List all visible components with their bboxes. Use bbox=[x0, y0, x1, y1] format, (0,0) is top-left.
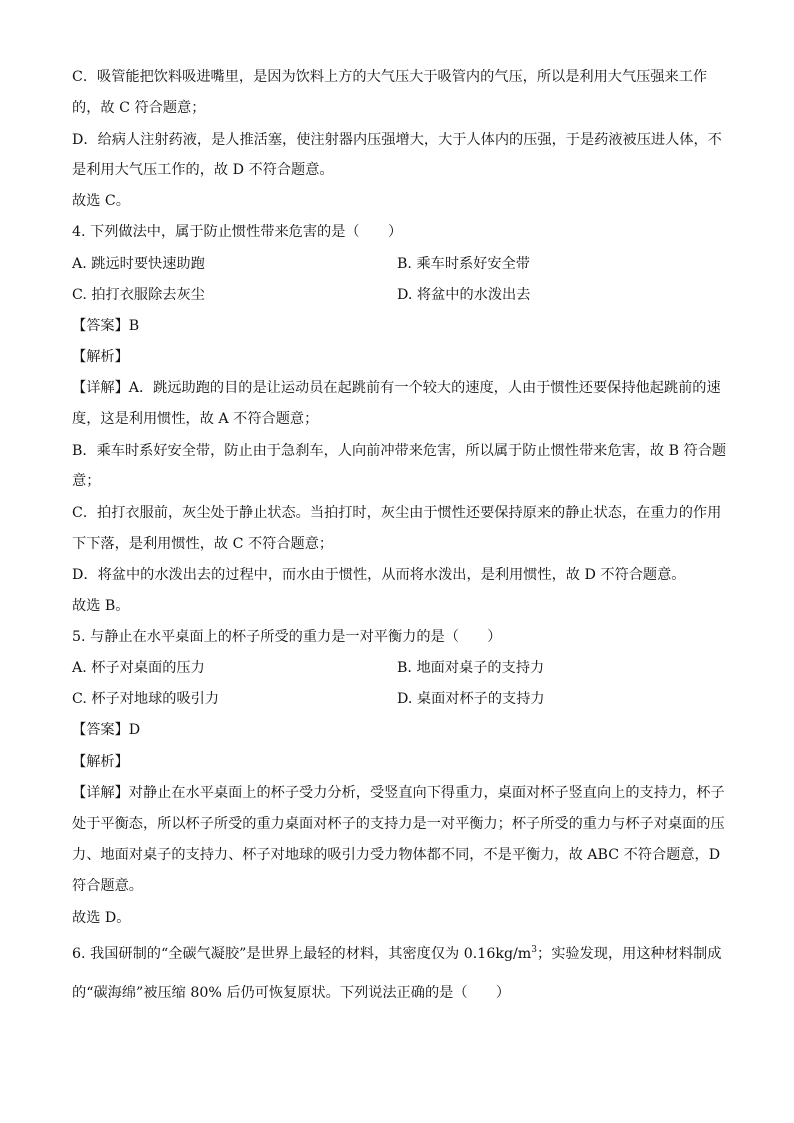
q6-unit-exponent: 3 bbox=[531, 945, 537, 955]
q4-detail-line5: C．拍打衣服前，灰尘处于静止状态。当拍打时，灰尘由于惯性还要保持原来的静止状态，在重力的作用 bbox=[72, 505, 722, 521]
q5-option-b: B. 地面对桌子的支持力 bbox=[397, 660, 545, 676]
q4-option-d: D. 将盆中的水泼出去 bbox=[397, 287, 531, 303]
q5-detail-line4: 符合题意。 bbox=[72, 878, 143, 894]
q5-answer: 【答案】D bbox=[72, 722, 141, 738]
q5-option-a: A. 杯子对桌面的压力 bbox=[72, 660, 205, 676]
q4-option-a: A. 跳远时要快速助跑 bbox=[72, 256, 205, 272]
q5-detail-line3: 力、地面对桌子的支持力、杯子对地球的吸引力受力物体都不同，不是平衡力，故 ABC 不符合题意，D bbox=[72, 847, 721, 863]
q4-detail-line1: 【详解】A．跳远助跑的目的是让运动员在起跳前有一个较大的速度，人由于惯性还要保持他起跳前的速 bbox=[72, 380, 721, 396]
q6-stem-text: 6. 我国研制的“全碳气凝胶”是世界上最轻的材料，其密度仅为 0.16kg/m bbox=[72, 946, 532, 962]
q5-detail-line2: 处于平衡态，所以杯子所受的重力桌面对杯子的支持力是一对平衡力；杯子所受的重力与杯子对桌面的压 bbox=[72, 816, 725, 832]
prev-conclusion: 故选 C。 bbox=[72, 193, 130, 209]
q4-stem: 4. 下列做法中，属于防止惯性带来危害的是（ ） bbox=[72, 224, 403, 240]
q4-detail-line2: 度，这是利用惯性，故 A 不符合题意； bbox=[72, 411, 319, 427]
q5-analysis-label: 【解析】 bbox=[72, 754, 129, 770]
q4-detail-line4: 意； bbox=[72, 473, 101, 489]
prev-option-c-line1: C．吸管能把饮料吸进嘴里，是因为饮料上方的大气压大于吸管内的气压，所以是利用大气压强来工作 bbox=[72, 69, 708, 85]
q4-option-c: C. 拍打衣服除去灰尘 bbox=[72, 287, 205, 303]
q6-stem-text-cont: ；实验发现，用这种材料制成 bbox=[537, 946, 722, 962]
q4-answer: 【答案】B bbox=[72, 318, 140, 334]
q6-stem-line1 bbox=[72, 944, 732, 964]
q4-option-b: B. 乘车时系好安全带 bbox=[397, 256, 530, 272]
q6-stem-line2: 的“碳海绵”被压缩 80% 后仍可恢复原状。下列说法正确的是（ ） bbox=[72, 985, 511, 1001]
q4-detail-line6: 下下落，是利用惯性，故 C 不符合题意； bbox=[72, 536, 334, 552]
prev-option-c-line2: 的，故 C 符合题意； bbox=[72, 100, 206, 116]
q5-option-c: C. 杯子对地球的吸引力 bbox=[72, 691, 220, 707]
q4-detail-line7: D．将盆中的水泼出去的过程中，而水由于惯性，从而将水泼出，是利用惯性，故 D 不符合题意。 bbox=[72, 567, 686, 583]
q5-option-d: D. 桌面对杯子的支持力 bbox=[397, 691, 545, 707]
prev-option-d-line1: D．给病人注射药液，是人推活塞，使注射器内压强增大，大于人体内的压强，于是药液被压进人体，不 bbox=[72, 132, 722, 148]
q5-stem: 5. 与静止在水平桌面上的杯子所受的重力是一对平衡力的是（ ） bbox=[72, 629, 502, 645]
q4-conclusion: 故选 B。 bbox=[72, 598, 130, 614]
q5-conclusion: 故选 D。 bbox=[72, 910, 131, 926]
q4-analysis-label: 【解析】 bbox=[72, 349, 129, 365]
q4-detail-line3: B．乘车时系好安全带，防止由于急刹车，人向前冲带来危害，所以属于防止惯性带来危害，故 B 符合题 bbox=[72, 443, 727, 459]
prev-option-d-line2: 是利用大气压工作的，故 D 不符合题意。 bbox=[72, 162, 334, 178]
q5-detail-line1: 【详解】对静止在水平桌面上的杯子受力分析，受竖直向下得重力，桌面对杯子竖直向上的支持力，杯子 bbox=[72, 785, 725, 801]
